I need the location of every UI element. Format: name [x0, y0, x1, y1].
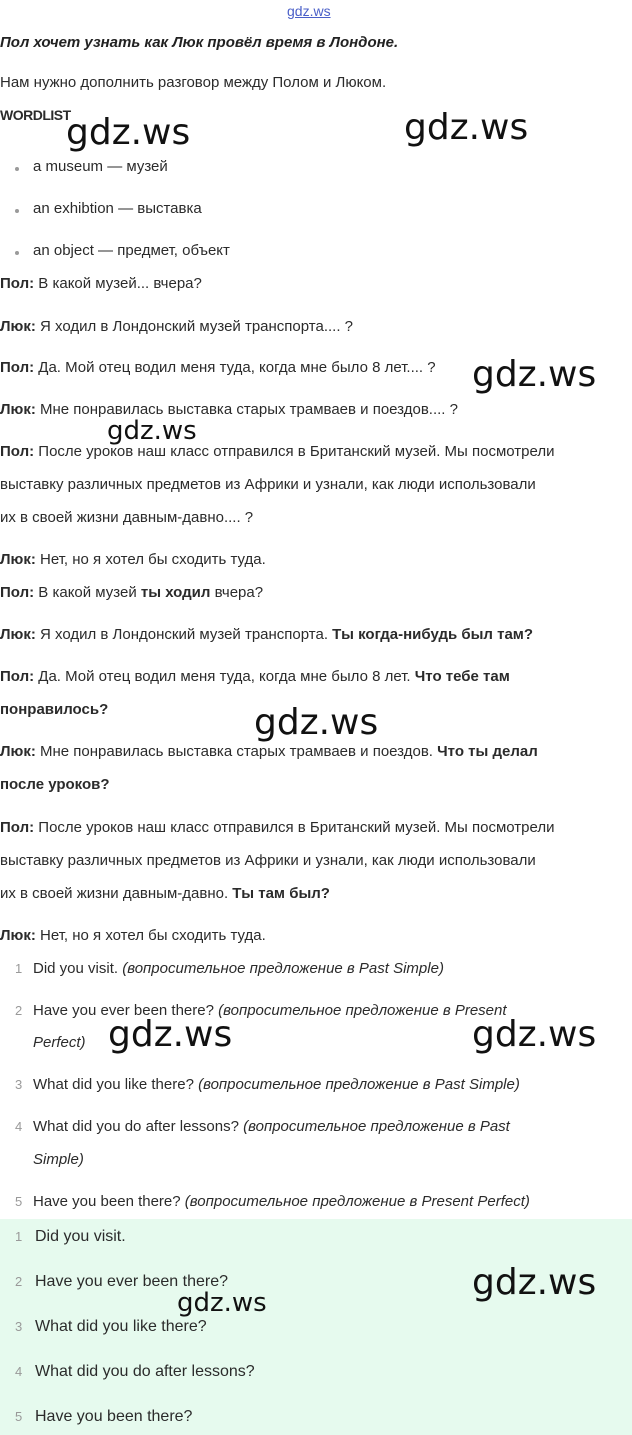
dialog-line: понравилось? — [0, 701, 109, 718]
explain-item-cont: Perfect) — [33, 1034, 86, 1051]
list-number: 2 — [15, 1003, 23, 1018]
watermark: gdz.ws — [66, 112, 191, 153]
dialog-line: Пол: Да. Мой отец водил меня туда, когда мне было 8 лет. Что тебе там — [0, 668, 510, 685]
watermark: gdz.ws — [254, 702, 379, 743]
explain-item: What did you like there? (вопросительное предложение в Past Simple) — [33, 1076, 520, 1093]
explain-item: Have you been there? (вопросительное предложение в Present Perfect) — [33, 1193, 530, 1210]
list-number: 3 — [15, 1319, 23, 1334]
dialog-line: их в своей жизни давным-давно. Ты там был? — [0, 885, 330, 902]
watermark: gdz.ws — [107, 416, 197, 446]
watermark: gdz.ws — [404, 107, 529, 148]
intro-heading: Пол хочет узнать как Люк провёл время в Лондоне. — [0, 34, 399, 51]
dialog-line: Люк: Я ходил в Лондонский музей транспорта.... ? — [0, 318, 354, 335]
answer-item: Have you been there? — [35, 1408, 193, 1425]
list-number: 4 — [15, 1364, 23, 1379]
dialog-line: выставку различных предметов из Африки и узнали, как люди использовали — [0, 476, 536, 493]
watermark: gdz.ws — [472, 1014, 597, 1055]
dialog-line: Люк: Нет, но я хотел бы сходить туда. — [0, 927, 266, 944]
list-number: 5 — [15, 1194, 23, 1209]
dialog-line: Пол: Да. Мой отец водил меня туда, когда мне было 8 лет.... ? — [0, 359, 436, 376]
bullet-icon — [15, 251, 19, 255]
answer-item: Have you ever been there? — [35, 1273, 229, 1290]
explain-item: Have you ever been there? (вопросительное предложение в Present — [33, 1002, 507, 1019]
watermark: gdz.ws — [108, 1014, 233, 1055]
dialog-line: Пол: После уроков наш класс отправился в Британский музей. Мы посмотрели — [0, 443, 555, 460]
answer-item: What did you like there? — [35, 1318, 207, 1335]
watermark-link[interactable]: gdz.ws — [287, 3, 331, 19]
wordlist-item: an object — предмет, объект — [33, 242, 230, 259]
list-number: 1 — [15, 961, 23, 976]
list-number: 5 — [15, 1409, 23, 1424]
list-number: 4 — [15, 1119, 23, 1134]
list-number: 2 — [15, 1274, 23, 1289]
bullet-icon — [15, 209, 19, 213]
watermark: gdz.ws — [472, 354, 597, 395]
dialog-line: Люк: Я ходил в Лондонский музей транспорта. Ты когда-нибудь был там? — [0, 626, 534, 643]
dialog-line: выставку различных предметов из Африки и узнали, как люди использовали — [0, 852, 536, 869]
dialog-line: Люк: Нет, но я хотел бы сходить туда. — [0, 551, 266, 568]
bullet-icon — [15, 167, 19, 171]
wordlist-item: a museum — музей — [33, 158, 168, 175]
dialog-line: их в своей жизни давным-давно.... ? — [0, 509, 254, 526]
dialog-line: Пол: После уроков наш класс отправился в Британский музей. Мы посмотрели — [0, 819, 555, 836]
dialog-line: после уроков? — [0, 776, 110, 793]
wordlist-title: WORDLIST — [0, 107, 71, 123]
explain-item: What did you do after lessons? (вопросительное предложение в Past — [33, 1118, 510, 1135]
task-text: Нам нужно дополнить разговор между Полом и Люком. — [0, 74, 387, 91]
list-number: 3 — [15, 1077, 23, 1092]
answer-item: What did you do after lessons? — [35, 1363, 255, 1380]
explain-item-cont: Simple) — [33, 1151, 84, 1168]
explain-item: Did you visit. (вопросительное предложение в Past Simple) — [33, 960, 444, 977]
answer-item: Did you visit. — [35, 1228, 126, 1245]
dialog-line: Пол: В какой музей... вчера? — [0, 275, 202, 292]
dialog-line: Люк: Мне понравилась выставка старых трамваев и поездов.... ? — [0, 401, 458, 418]
wordlist-item: an exhibtion — выставка — [33, 200, 202, 217]
dialog-line: Пол: В какой музей ты ходил вчера? — [0, 584, 264, 601]
dialog-line: Люк: Мне понравилась выставка старых трамваев и поездов. Что ты делал — [0, 743, 538, 760]
watermark: gdz.ws — [472, 1262, 597, 1303]
list-number: 1 — [15, 1229, 23, 1244]
watermark: gdz.ws — [177, 1288, 267, 1318]
